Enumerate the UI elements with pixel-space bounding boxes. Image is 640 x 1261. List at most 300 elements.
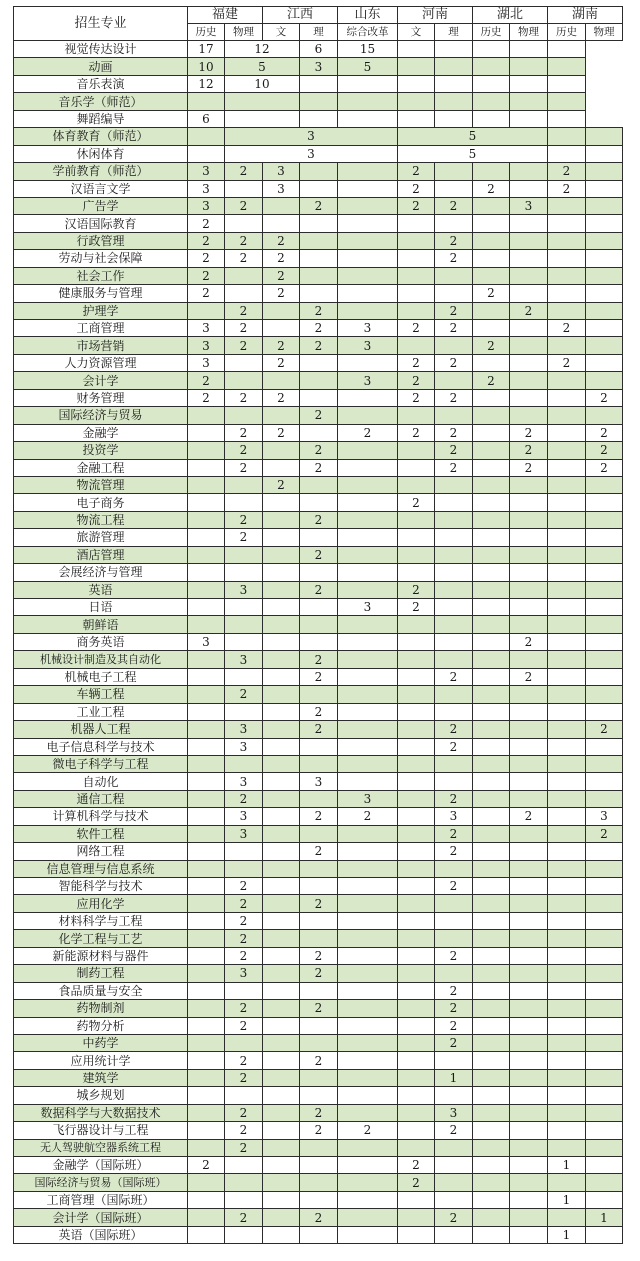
quota-cell: [586, 878, 623, 895]
quota-cell: [510, 860, 548, 877]
quota-cell: 2: [263, 389, 300, 406]
quota-cell: [188, 755, 225, 772]
quota-cell: 2: [225, 250, 263, 267]
quota-cell: [473, 616, 510, 633]
quota-cell: [263, 546, 300, 563]
major-name-cell: 数据科学与大数据技术: [14, 1104, 188, 1121]
quota-cell: [263, 459, 300, 476]
quota-cell: [473, 75, 510, 92]
quota-cell: 2: [300, 320, 338, 337]
quota-cell: 2: [188, 285, 225, 302]
quota-cell: [225, 372, 263, 389]
quota-cell: [188, 1052, 225, 1069]
quota-cell: [548, 494, 586, 511]
quota-cell: [225, 633, 263, 650]
quota-cell: [586, 128, 623, 145]
quota-cell: 2: [300, 197, 338, 214]
quota-cell: [473, 895, 510, 912]
major-name-cell: 国际经济与贸易（国际班）: [14, 1174, 188, 1191]
quota-cell: [548, 476, 586, 493]
quota-cell: [435, 75, 473, 92]
quota-cell: [510, 721, 548, 738]
quota-cell: [338, 354, 398, 371]
quota-cell: [263, 529, 300, 546]
table-row: [14, 825, 623, 842]
quota-cell: [548, 912, 586, 929]
quota-cell: [338, 1069, 398, 1086]
quota-cell: [338, 651, 398, 668]
quota-cell: [586, 546, 623, 563]
quota-cell: 2: [225, 424, 263, 441]
quota-cell: [548, 546, 586, 563]
quota-cell: 2: [300, 651, 338, 668]
quota-cell: [473, 1017, 510, 1034]
quota-cell: 2: [586, 442, 623, 459]
quota-cell: [398, 1226, 435, 1243]
quota-cell: [510, 1087, 548, 1104]
table-row: [14, 912, 623, 929]
quota-cell: [300, 1069, 338, 1086]
table-row: [14, 145, 623, 162]
major-name-cell: 会计学（国际班）: [14, 1209, 188, 1226]
quota-cell: [435, 599, 473, 616]
quota-cell: [473, 668, 510, 685]
major-name-cell: 飞行器设计与工程: [14, 1122, 188, 1139]
table-row: [14, 860, 623, 877]
quota-cell: [510, 1104, 548, 1121]
subject-header: 物理: [510, 24, 548, 41]
quota-cell: [338, 75, 398, 92]
table-row: [14, 1122, 623, 1139]
quota-cell: [548, 616, 586, 633]
quota-cell: [225, 1174, 263, 1191]
quota-cell: 3: [225, 965, 263, 982]
quota-cell: 2: [398, 320, 435, 337]
quota-cell: [548, 860, 586, 877]
quota-cell: [435, 912, 473, 929]
quota-cell: [510, 407, 548, 424]
quota-cell: [435, 1139, 473, 1156]
quota-cell: [338, 1087, 398, 1104]
quota-cell: [263, 1000, 300, 1017]
quota-cell: 2: [300, 703, 338, 720]
major-name-cell: 财务管理: [14, 389, 188, 406]
table-row: [14, 529, 623, 546]
quota-cell: [338, 686, 398, 703]
quota-cell: [510, 1191, 548, 1208]
quota-cell: [188, 773, 225, 790]
quota-cell: [548, 808, 586, 825]
quota-cell: 2: [435, 947, 473, 964]
quota-cell: [188, 651, 225, 668]
quota-cell: [188, 1000, 225, 1017]
quota-cell: [586, 633, 623, 650]
quota-cell: 2: [548, 320, 586, 337]
quota-cell: 2: [300, 1104, 338, 1121]
table-row: [14, 1069, 623, 1086]
table-row: [14, 982, 623, 999]
quota-cell: [225, 546, 263, 563]
table-row: [14, 442, 623, 459]
quota-cell: [338, 965, 398, 982]
quota-cell: [586, 163, 623, 180]
province-header-henan: 河南: [398, 7, 473, 24]
quota-cell: [188, 1069, 225, 1086]
quota-cell: [435, 1174, 473, 1191]
quota-cell: [510, 1034, 548, 1051]
quota-cell: [548, 285, 586, 302]
quota-cell: 6: [300, 41, 338, 58]
quota-cell: [338, 1157, 398, 1174]
quota-cell: [225, 267, 263, 284]
quota-cell: [435, 633, 473, 650]
quota-cell: [473, 267, 510, 284]
quota-cell: [548, 215, 586, 232]
table-row: [14, 843, 623, 860]
table-row: [14, 407, 623, 424]
quota-cell: [510, 1226, 548, 1243]
quota-cell: [473, 1069, 510, 1086]
quota-cell: [548, 965, 586, 982]
quota-cell: [548, 651, 586, 668]
quota-cell: [188, 808, 225, 825]
quota-cell: 2: [510, 808, 548, 825]
quota-cell: 2: [548, 354, 586, 371]
quota-cell: 2: [435, 825, 473, 842]
quota-cell: [188, 686, 225, 703]
quota-cell: 2: [398, 389, 435, 406]
quota-cell: [473, 1104, 510, 1121]
major-name-cell: 通信工程: [14, 790, 188, 807]
table-row: [14, 41, 623, 58]
quota-cell: [300, 232, 338, 249]
quota-cell: 2: [398, 180, 435, 197]
quota-cell: [398, 267, 435, 284]
quota-cell: [338, 668, 398, 685]
major-name-cell: 车辆工程: [14, 686, 188, 703]
quota-cell: [263, 965, 300, 982]
quota-cell: [338, 163, 398, 180]
quota-cell: [398, 1017, 435, 1034]
quota-cell: 2: [225, 1209, 263, 1226]
quota-cell: 2: [473, 285, 510, 302]
major-name-cell: 社会工作: [14, 267, 188, 284]
quota-cell: [263, 895, 300, 912]
quota-cell: [586, 232, 623, 249]
major-name-cell: 音乐学（师范）: [14, 93, 188, 110]
quota-cell: [188, 529, 225, 546]
quota-cell: 2: [263, 476, 300, 493]
quota-cell: [300, 825, 338, 842]
quota-cell: 2: [263, 285, 300, 302]
quota-cell: [586, 494, 623, 511]
quota-cell: 2: [435, 320, 473, 337]
quota-cell: [263, 215, 300, 232]
quota-cell: [473, 1052, 510, 1069]
quota-cell: [263, 738, 300, 755]
quota-cell: 2: [398, 1157, 435, 1174]
quota-cell: [225, 1034, 263, 1051]
quota-cell: [510, 163, 548, 180]
table-row: [14, 668, 623, 685]
quota-cell: [586, 843, 623, 860]
quota-cell: [548, 459, 586, 476]
quota-cell: [473, 511, 510, 528]
major-name-cell: 广告学: [14, 197, 188, 214]
quota-cell: [398, 337, 435, 354]
quota-cell: [510, 686, 548, 703]
quota-cell: [338, 302, 398, 319]
quota-cell: [510, 790, 548, 807]
quota-cell: [263, 860, 300, 877]
table-row: [14, 808, 623, 825]
quota-cell: 2: [225, 686, 263, 703]
quota-cell: 2: [225, 1139, 263, 1156]
quota-cell: [473, 1000, 510, 1017]
quota-cell: 2: [435, 354, 473, 371]
quota-cell: [398, 912, 435, 929]
quota-cell: [586, 1017, 623, 1034]
major-column-header: 招生专业: [14, 7, 188, 41]
quota-cell: [225, 668, 263, 685]
quota-cell: [263, 843, 300, 860]
quota-cell: [263, 1052, 300, 1069]
quota-cell: 2: [225, 790, 263, 807]
quota-cell: [263, 633, 300, 650]
quota-cell: [510, 1209, 548, 1226]
quota-cell: [188, 1122, 225, 1139]
quota-cell: [263, 1226, 300, 1243]
quota-cell: 2: [300, 1209, 338, 1226]
quota-cell: [586, 354, 623, 371]
quota-cell: 2: [225, 232, 263, 249]
quota-cell: [435, 494, 473, 511]
quota-cell: 2: [300, 947, 338, 964]
quota-cell: [263, 616, 300, 633]
quota-cell: 2: [300, 668, 338, 685]
quota-cell: 2: [586, 424, 623, 441]
quota-cell: [188, 1191, 225, 1208]
table-row: [14, 1174, 623, 1191]
quota-cell: [263, 825, 300, 842]
major-name-cell: 软件工程: [14, 825, 188, 842]
quota-cell: [435, 1191, 473, 1208]
major-name-cell: 体育教育（师范）: [14, 128, 188, 145]
major-name-cell: 市场营销: [14, 337, 188, 354]
subject-header: 物理: [586, 24, 623, 41]
table-row: [14, 250, 623, 267]
quota-cell: [263, 686, 300, 703]
quota-cell: [338, 1226, 398, 1243]
quota-cell: [586, 215, 623, 232]
quota-cell: [586, 337, 623, 354]
quota-cell: [188, 511, 225, 528]
quota-cell: 10: [225, 75, 300, 92]
quota-cell: [398, 755, 435, 772]
major-name-cell: 英语（国际班）: [14, 1226, 188, 1243]
quota-cell: 5: [398, 145, 548, 162]
quota-cell: 2: [225, 1000, 263, 1017]
quota-cell: [473, 703, 510, 720]
quota-cell: 5: [338, 58, 398, 75]
quota-cell: [548, 1209, 586, 1226]
quota-cell: 3: [225, 128, 398, 145]
quota-cell: [225, 1226, 263, 1243]
quota-cell: 3: [188, 180, 225, 197]
quota-cell: [300, 633, 338, 650]
quota-cell: [300, 163, 338, 180]
quota-cell: [225, 843, 263, 860]
quota-cell: [510, 267, 548, 284]
table-row: [14, 930, 623, 947]
table-row: [14, 738, 623, 755]
quota-cell: [435, 58, 473, 75]
quota-cell: 3: [225, 651, 263, 668]
quota-cell: [510, 372, 548, 389]
quota-cell: [548, 1034, 586, 1051]
quota-cell: [398, 529, 435, 546]
quota-cell: [300, 494, 338, 511]
quota-cell: [510, 41, 548, 58]
quota-cell: [263, 773, 300, 790]
quota-cell: [300, 476, 338, 493]
quota-cell: [188, 860, 225, 877]
quota-cell: [548, 982, 586, 999]
quota-cell: [300, 564, 338, 581]
quota-cell: [435, 703, 473, 720]
quota-cell: [473, 93, 510, 110]
quota-cell: [300, 860, 338, 877]
quota-cell: [188, 128, 225, 145]
quota-cell: [300, 1034, 338, 1051]
quota-cell: [510, 285, 548, 302]
quota-cell: [398, 459, 435, 476]
quota-cell: [473, 1087, 510, 1104]
quota-cell: [435, 755, 473, 772]
quota-cell: [300, 1191, 338, 1208]
quota-cell: [586, 1226, 623, 1243]
quota-cell: [586, 1052, 623, 1069]
quota-cell: 3: [188, 354, 225, 371]
quota-cell: [510, 825, 548, 842]
quota-cell: [188, 599, 225, 616]
quota-cell: [398, 93, 435, 110]
province-header-shandong: 山东: [338, 7, 398, 24]
quota-cell: 2: [188, 1157, 225, 1174]
quota-cell: [398, 511, 435, 528]
quota-cell: [510, 564, 548, 581]
quota-cell: 2: [188, 250, 225, 267]
quota-cell: [548, 232, 586, 249]
quota-cell: [225, 982, 263, 999]
subject-header: 文: [263, 24, 300, 41]
quota-cell: 2: [473, 180, 510, 197]
quota-cell: [548, 1052, 586, 1069]
quota-cell: [473, 529, 510, 546]
quota-cell: [188, 494, 225, 511]
quota-cell: [188, 965, 225, 982]
quota-cell: [510, 616, 548, 633]
quota-cell: [510, 1122, 548, 1139]
quota-cell: [586, 738, 623, 755]
quota-cell: [188, 476, 225, 493]
quota-cell: [586, 1191, 623, 1208]
quota-cell: 3: [338, 599, 398, 616]
table-body: [14, 41, 623, 1244]
quota-cell: 2: [435, 668, 473, 685]
major-name-cell: 学前教育（师范）: [14, 163, 188, 180]
quota-cell: [338, 912, 398, 929]
table-row: [14, 1034, 623, 1051]
quota-cell: [300, 75, 338, 92]
quota-cell: [548, 738, 586, 755]
quota-cell: 3: [263, 180, 300, 197]
quota-cell: [435, 564, 473, 581]
quota-cell: [188, 947, 225, 964]
quota-cell: [510, 1174, 548, 1191]
quota-cell: [586, 564, 623, 581]
major-name-cell: 会计学: [14, 372, 188, 389]
quota-cell: [225, 1157, 263, 1174]
quota-cell: [586, 1069, 623, 1086]
quota-cell: 2: [225, 511, 263, 528]
major-name-cell: 中药学: [14, 1034, 188, 1051]
quota-cell: 3: [510, 197, 548, 214]
quota-cell: 2: [300, 459, 338, 476]
quota-cell: [300, 599, 338, 616]
quota-cell: [398, 564, 435, 581]
quota-cell: 2: [263, 250, 300, 267]
quota-cell: [435, 372, 473, 389]
quota-cell: [263, 808, 300, 825]
table-row: [14, 686, 623, 703]
quota-cell: [435, 930, 473, 947]
quota-cell: [398, 947, 435, 964]
quota-cell: [338, 825, 398, 842]
quota-cell: [188, 668, 225, 685]
quota-cell: [225, 1191, 263, 1208]
quota-cell: [263, 494, 300, 511]
quota-cell: [510, 581, 548, 598]
quota-cell: 2: [225, 459, 263, 476]
quota-cell: [398, 860, 435, 877]
quota-cell: [473, 407, 510, 424]
quota-cell: [263, 703, 300, 720]
quota-cell: [300, 529, 338, 546]
quota-cell: [300, 354, 338, 371]
major-name-cell: 护理学: [14, 302, 188, 319]
subject-header: 历史: [188, 24, 225, 41]
quota-cell: [586, 860, 623, 877]
subject-header: 理: [300, 24, 338, 41]
table-row: [14, 424, 623, 441]
quota-cell: [225, 93, 300, 110]
quota-cell: [300, 372, 338, 389]
quota-cell: 1: [586, 1209, 623, 1226]
quota-cell: [338, 773, 398, 790]
quota-cell: 2: [435, 232, 473, 249]
quota-cell: [398, 773, 435, 790]
quota-cell: [548, 1139, 586, 1156]
quota-cell: [548, 878, 586, 895]
quota-cell: [263, 912, 300, 929]
major-name-cell: 药物制剂: [14, 1000, 188, 1017]
quota-cell: 2: [435, 1209, 473, 1226]
quota-cell: [300, 982, 338, 999]
quota-cell: [473, 738, 510, 755]
major-name-cell: 英语: [14, 581, 188, 598]
quota-cell: [473, 1209, 510, 1226]
